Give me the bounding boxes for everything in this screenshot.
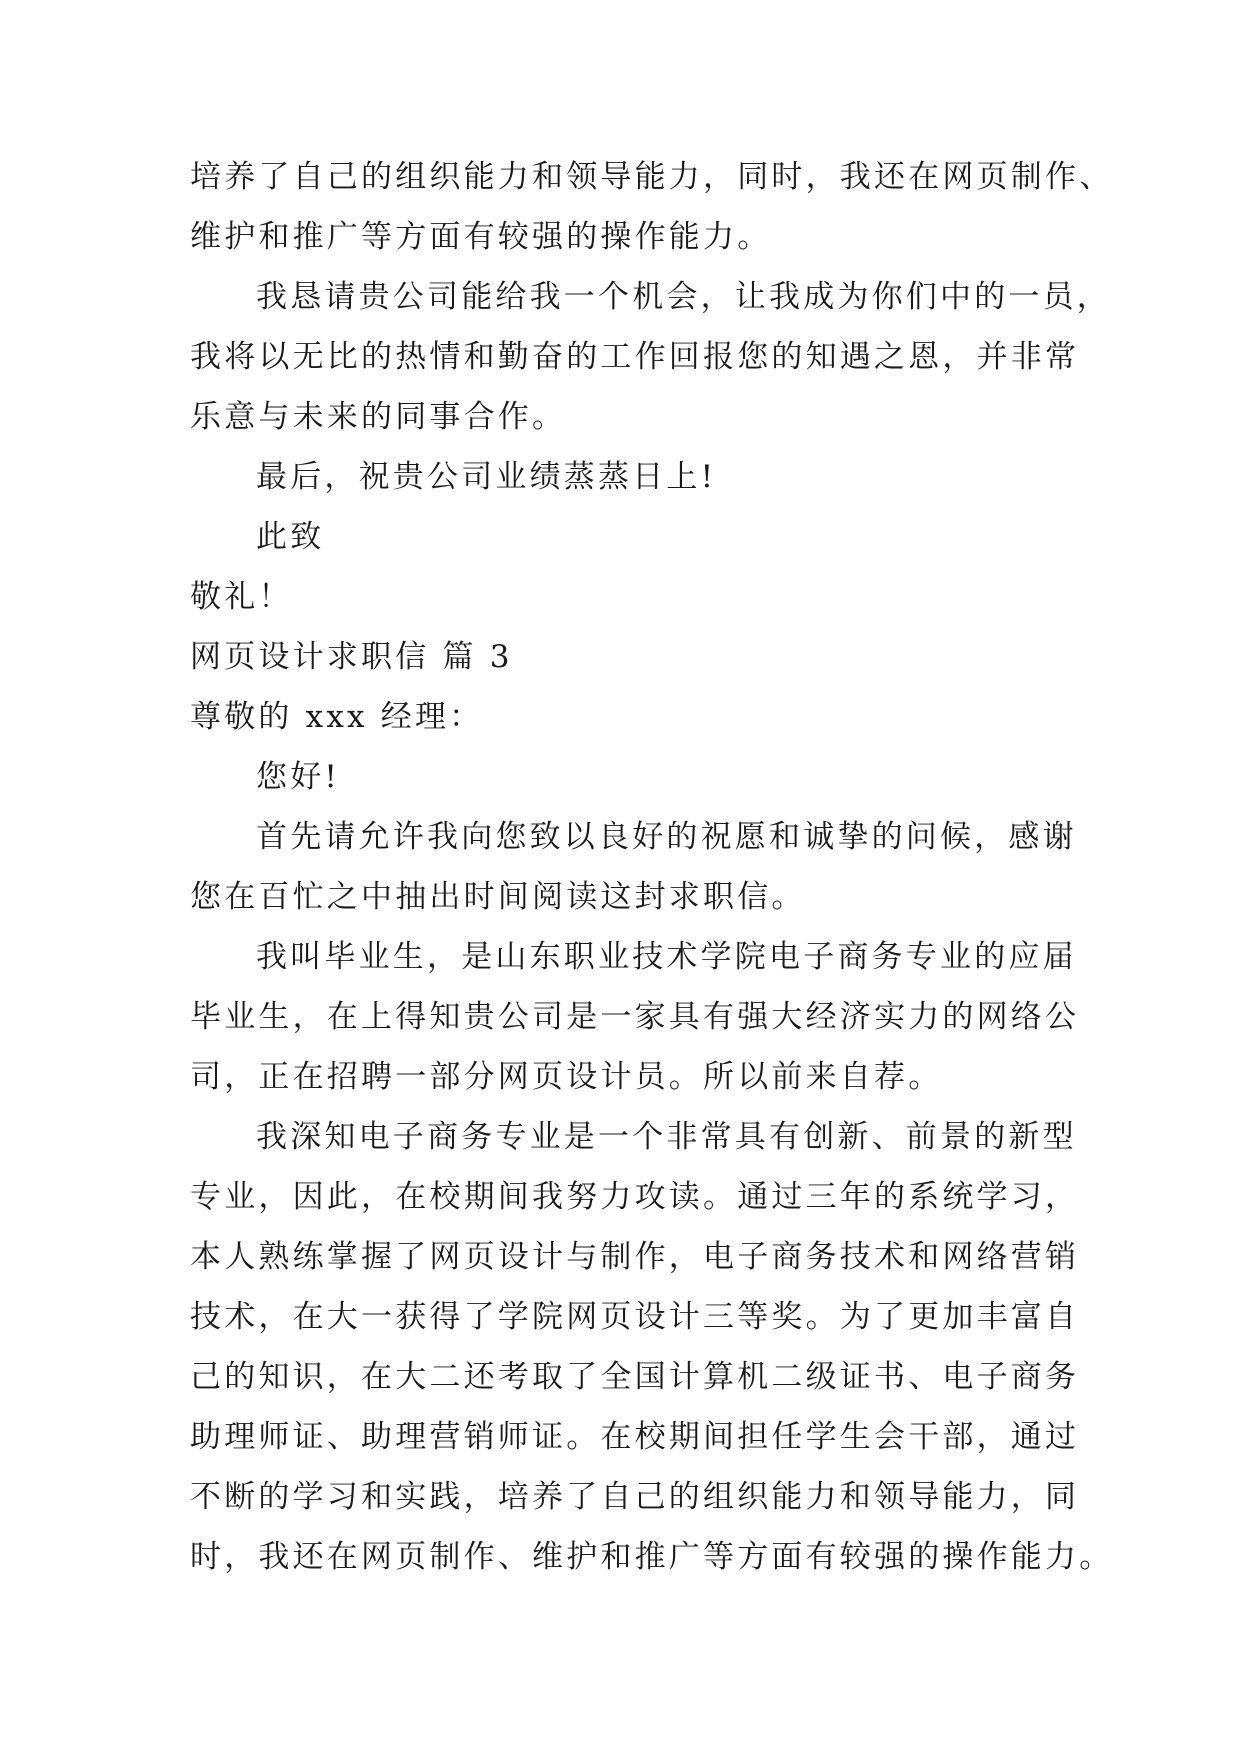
text-line: 本人熟练掌握了网页设计与制作，电子商务技术和网络营销 bbox=[190, 1239, 1080, 1275]
section-heading: 网页设计求职信 篇 3 bbox=[190, 639, 513, 675]
text-line: 专业，因此，在校期间我努力攻读。通过三年的系统学习， bbox=[190, 1179, 1080, 1215]
closing-wish: 最后，祝贵公司业绩蒸蒸日上! bbox=[256, 459, 717, 495]
text-line: 我将以无比的热情和勤奋的工作回报您的知遇之恩，并非常 bbox=[190, 339, 1080, 375]
text-line: 不断的学习和实践，培养了自己的组织能力和领导能力，同 bbox=[190, 1479, 1080, 1515]
letter-greeting: 您好! bbox=[256, 759, 341, 795]
text-line: 维护和推广等方面有较强的操作能力。 bbox=[190, 219, 772, 255]
text-line: 我恳请贵公司能给我一个机会，让我成为你们中的一员， bbox=[256, 279, 1111, 315]
text-line: 我深知电子商务专业是一个非常具有创新、前景的新型 bbox=[256, 1119, 1077, 1155]
text-line: 助理师证、助理营销师证。在校期间担任学生会干部，通过 bbox=[190, 1419, 1080, 1455]
text-line: 司，正在招聘一部分网页设计员。所以前来自荐。 bbox=[190, 1059, 943, 1095]
text-line: 我叫毕业生，是山东职业技术学院电子商务专业的应届 bbox=[256, 939, 1077, 975]
text-line: 您在百忙之中抽出时间阅读这封求职信。 bbox=[190, 879, 806, 915]
text-line: 首先请允许我向您致以良好的祝愿和诚挚的问候，感谢 bbox=[256, 819, 1077, 855]
letter-body bbox=[190, 147, 1114, 1587]
letter-addressee: 尊敬的 xxx 经理： bbox=[190, 699, 484, 735]
text-line: 技术，在大一获得了学院网页设计三等奖。为了更加丰富自 bbox=[190, 1299, 1080, 1335]
closing-salutation: 此致 bbox=[256, 519, 325, 555]
text-line: 毕业生，在上得知贵公司是一家具有强大经济实力的网络公 bbox=[190, 999, 1080, 1035]
text-line: 乐意与未来的同事合作。 bbox=[190, 399, 567, 435]
text-line: 己的知识，在大二还考取了全国计算机二级证书、电子商务 bbox=[190, 1359, 1080, 1395]
text-line: 时，我还在网页制作、维护和推广等方面有较强的操作能力。 bbox=[190, 1539, 1114, 1575]
closing-regards: 敬礼！ bbox=[190, 579, 293, 615]
text-line: 培养了自己的组织能力和领导能力，同时，我还在网页制作、 bbox=[190, 159, 1114, 195]
